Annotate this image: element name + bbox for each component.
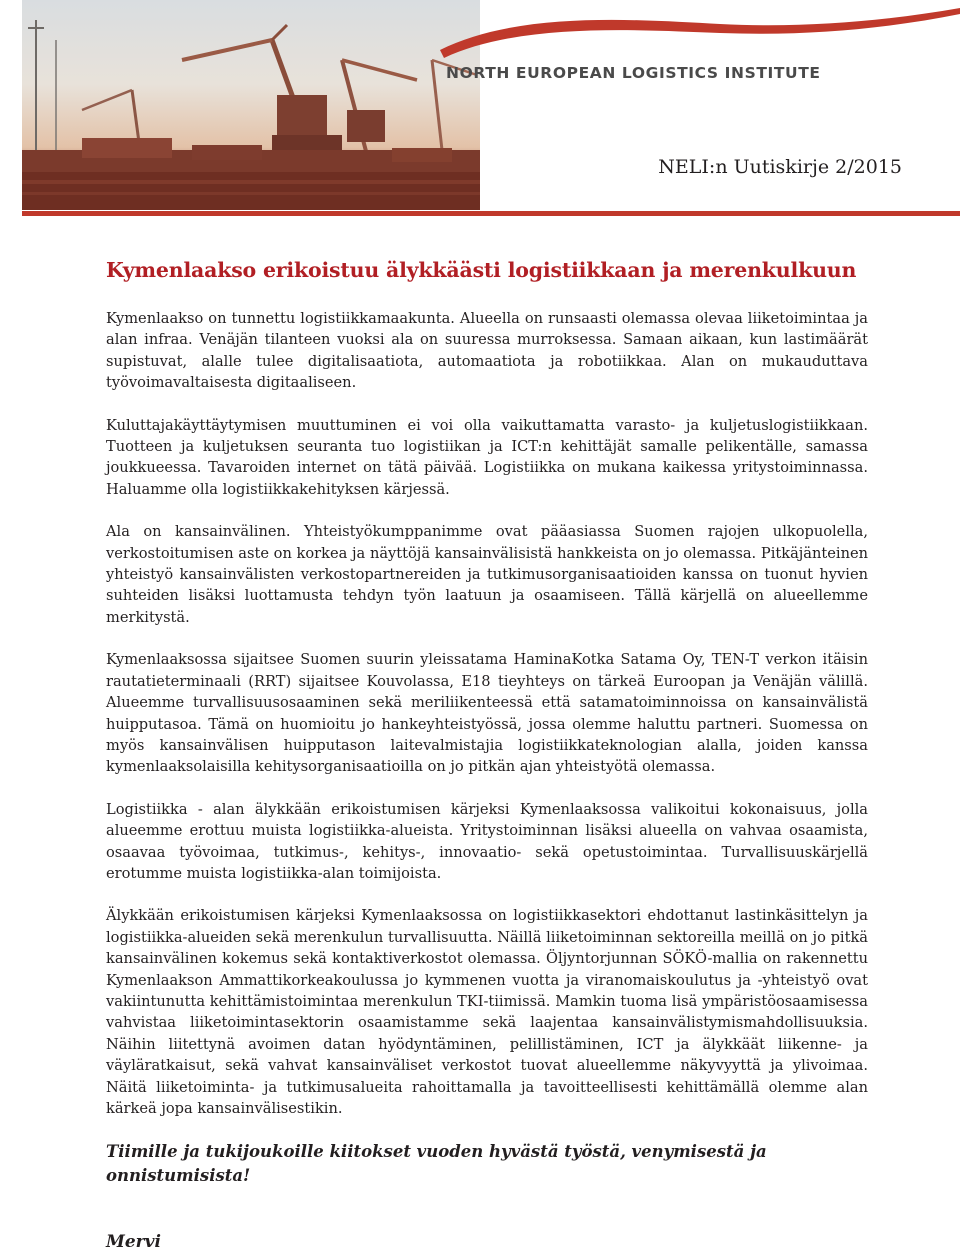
thanks-note: Tiimille ja tukijoukoille kiitokset vuoden hyvästä työstä, venymisestä ja onnistumisista! (106, 1142, 767, 1186)
signature: Mervi (106, 1232, 161, 1252)
article-paragraph: Kuluttajakäyttäytymisen muuttuminen ei voi olla vaikuttamatta varasto- ja kuljetuslogistiikkaan. Tuotteen ja kuljetuksen seuranta tuo logistiikan ja ICT:n kehittäjät samalle pelikentälle, samassa joukkueessa. Tavaroiden internet on tätä päivää. Logistiikka on mukana kaikessa yritystoiminnassa. Haluamme olla logistiikkakehityksen kärjessä. (106, 416, 868, 498)
article-paragraph: Logistiikka - alan älykkään erikoistumisen kärjeksi Kymenlaaksossa valikoitui kokonaisuus, jolla alueemme erottuu muista logistiikka-alueista. Yritystoiminnan lisäksi alueella on vahvaa osaamista, osaavaa työvoimaa, tutkimus-, kehitys-, innovaatio- sekä opetustoimintaa. Turvallisuuskärjellä erotumme muista logistiikka-alan toimijoista. (106, 800, 868, 882)
article-paragraph: Älykkään erikoistumisen kärjeksi Kymenlaaksossa on logistiikkasektori ehdottanut lastinkäsittelyn ja logistiikka-alueiden sekä merenkulun turvallisuutta. Näillä liiketoiminnan sektoreilla meillä on jo pitkä kansainvälinen kokemus sekä kontaktiverkostot olemassa. Öljyntorjunnan SÖKÖ-mallia on rakennettu Kymenlaakson Ammattikorkeakoulussa jo kymmenen vuotta ja viranomaiskoulutus ja -yhteistyö ovat vakiintunutta kehittämistoimintaa merenkulun TKI-tiimissä. Mamkin tuoma lisä ympäristöosaamisessa vahvistaa liiketoimintasektorin osaamistamme sekä laajentaa kansainvälistymismahdollisuuksia. Näihin liitettynä avoimen datan hyödyntäminen, pelillistäminen, ICT ja älykkäät liikenne- ja väyläratkaisut, sekä vahvat kansainväliset verkostot tuovat alueellemme näkyvyyttä ja ylivoimaa. Näitä liiketoiminta- ja tutkimusalueita rahoittamalla ja tavoitteellisesti kehittämällä olemme alan kärkeä jopa kansainvälisestikin. (106, 907, 868, 1117)
article (106, 258, 868, 1209)
brand-swoosh (0, 0, 960, 215)
org-name: NORTH EUROPEAN LOGISTICS INSTITUTE (446, 64, 821, 82)
article-paragraph: Ala on kansainvälinen. Yhteistyökumppanimme ovat pääasiassa Suomen rajojen ulkopuolella, verkostoitumisen aste on korkea ja näyttöjä kansainvälisistä hankkeista on jo olemassa. Pitkäjänteinen yhteistyö kansainvälisten verkostopartnereiden ja tutkimusorganisaatioiden kanssa on tuonut hyvien suhteiden lisäksi luottamusta tehdyn työn laatuun ja osaamiseen. Tällä kärjellä on alueellemme merkitystä. (106, 523, 868, 626)
article-paragraph: Kymenlaaksossa sijaitsee Suomen suurin yleissatama HaminaKotka Satama Oy, TEN-T verkon itäisin rautatieterminaali (RRT) sijaitsee Kouvolassa, E18 tieyhteys on tärkeä Euroopan ja Venäjän välillä. Alueemme turvallisuusosaaminen sekä meriliikenteessä että satamatoiminnoissa on kansainvälistä huipputasoa. Tämä on huomioitu jo hankeyhteistyössä, jossa olemme haluttu partneri. Suomessa on myös kansainvälisen huipputason laitevalmistajia logistiikkateknologian alalla, joiden kanssa kymenlaaksolaisilla kehitysorganisaatioilla on jo pitkän ajan yhteistyötä olemassa. (106, 651, 868, 776)
newsletter-header (0, 0, 960, 215)
article-paragraph: Kymenlaakso on tunnettu logistiikkamaakunta. Alueella on runsaasti olemassa olevaa liiketoimintaa ja alan infraa. Venäjän tilanteen vuoksi ala on suuressa murroksessa. Samaan aikaan, kun lastimäärät supistuvat, alalle tulee digitalisaatiota, automaatiota ja robotiikkaa. Alan on mukauduttava työvoimavaltaisesta digitaaliseen. (106, 310, 868, 392)
newsletter-title: NELI:n Uutiskirje 2/2015 (658, 156, 902, 178)
article-title: Kymenlaakso erikoistuu älykkäästi logistiikkaan ja merenkulkuun (106, 258, 857, 282)
header-divider (22, 211, 960, 216)
